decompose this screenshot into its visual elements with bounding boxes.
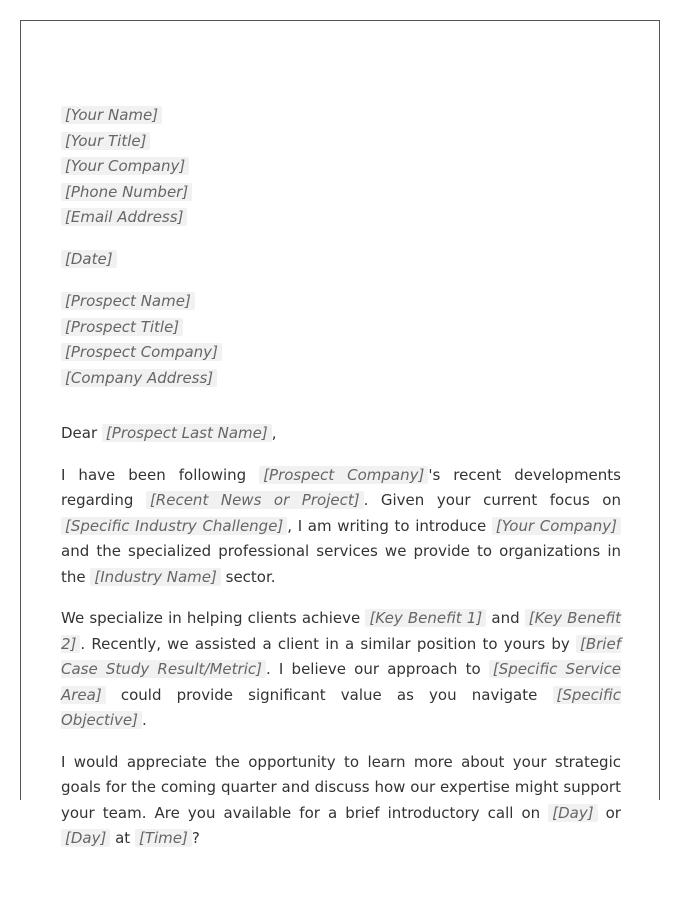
sender-name-placeholder[interactable]: [Your Name] <box>61 106 162 124</box>
spacer <box>61 391 621 421</box>
text-run: sector. <box>225 567 276 586</box>
text-run: I would appreciate the opportunity to learn more about your strategic goals for the coming quarter and discuss how our expertise might support your team. Are you available for a brief introductory call on <box>61 752 621 822</box>
text-run: and the specialized professional services we provide to organizations in the <box>61 542 621 586</box>
text-run: . Recently, we assisted a client in a similar position to yours by <box>80 634 570 653</box>
recipient-block <box>61 289 621 391</box>
key-benefit-2-placeholder[interactable]: [Key Benefit 2] <box>61 609 621 653</box>
letter-page <box>20 20 660 847</box>
letter-body <box>61 103 621 868</box>
key-benefit-1-placeholder[interactable]: [Key Benefit 1] <box>365 609 486 627</box>
salutation <box>61 421 621 447</box>
paragraph-value-proposition <box>61 606 621 734</box>
text-run: . Given your current focus on <box>363 491 621 509</box>
date-block <box>61 247 621 273</box>
text-run: . <box>141 711 147 729</box>
salutation-prefix: Dear <box>61 424 98 442</box>
recipient-name-placeholder[interactable]: [Prospect Name] <box>61 292 195 310</box>
paragraph-call-to-action <box>61 750 621 852</box>
text-run: at <box>115 829 131 847</box>
day-2-placeholder[interactable]: [Day] <box>61 829 110 847</box>
recipient-address-placeholder[interactable]: [Company Address] <box>61 369 217 387</box>
time-placeholder[interactable]: [Time] <box>135 829 192 847</box>
day-1-placeholder[interactable]: [Day] <box>548 804 597 822</box>
text-run: ? <box>191 829 200 847</box>
spacer <box>61 273 621 290</box>
sender-phone-placeholder[interactable]: [Phone Number] <box>61 183 192 201</box>
your-company-placeholder[interactable]: [Your Company] <box>492 517 621 535</box>
sender-email-placeholder[interactable]: [Email Address] <box>61 208 187 226</box>
paragraph-introduction <box>61 463 621 591</box>
text-run: or <box>605 803 621 822</box>
sender-block <box>61 103 621 231</box>
text-run: , I am writing to introduce <box>287 516 487 535</box>
spacer <box>61 231 621 248</box>
text-run: could provide significant value as you navigate <box>120 685 538 704</box>
industry-challenge-placeholder[interactable]: [Specific Industry Challenge] <box>61 517 287 535</box>
text-run: We specialize in helping clients achieve <box>61 609 361 627</box>
service-area-placeholder[interactable]: [Specific Service Area] <box>61 660 621 704</box>
recipient-title-placeholder[interactable]: [Prospect Title] <box>61 318 183 336</box>
industry-name-placeholder[interactable]: [Industry Name] <box>90 568 220 586</box>
text-run: . I believe our approach to <box>265 660 481 678</box>
date-placeholder[interactable]: [Date] <box>61 250 117 268</box>
sender-company-placeholder[interactable]: [Your Company] <box>61 157 189 175</box>
prospect-company-placeholder[interactable]: [Prospect Company] <box>259 466 428 484</box>
text-run: and <box>491 609 520 627</box>
specific-objective-placeholder[interactable]: [Specific Objective] <box>61 685 621 729</box>
recent-news-placeholder[interactable]: [Recent News or Project] <box>146 491 364 509</box>
text-run: I have been following <box>61 465 247 484</box>
salutation-suffix: , <box>271 424 277 442</box>
recipient-company-placeholder[interactable]: [Prospect Company] <box>61 343 222 361</box>
prospect-last-name-placeholder[interactable]: [Prospect Last Name] <box>102 424 272 442</box>
case-study-placeholder[interactable]: [Brief Case Study Result/Metric] <box>61 634 621 678</box>
sender-title-placeholder[interactable]: [Your Title] <box>61 132 150 150</box>
text-run: 's recent developments regarding <box>61 465 621 509</box>
